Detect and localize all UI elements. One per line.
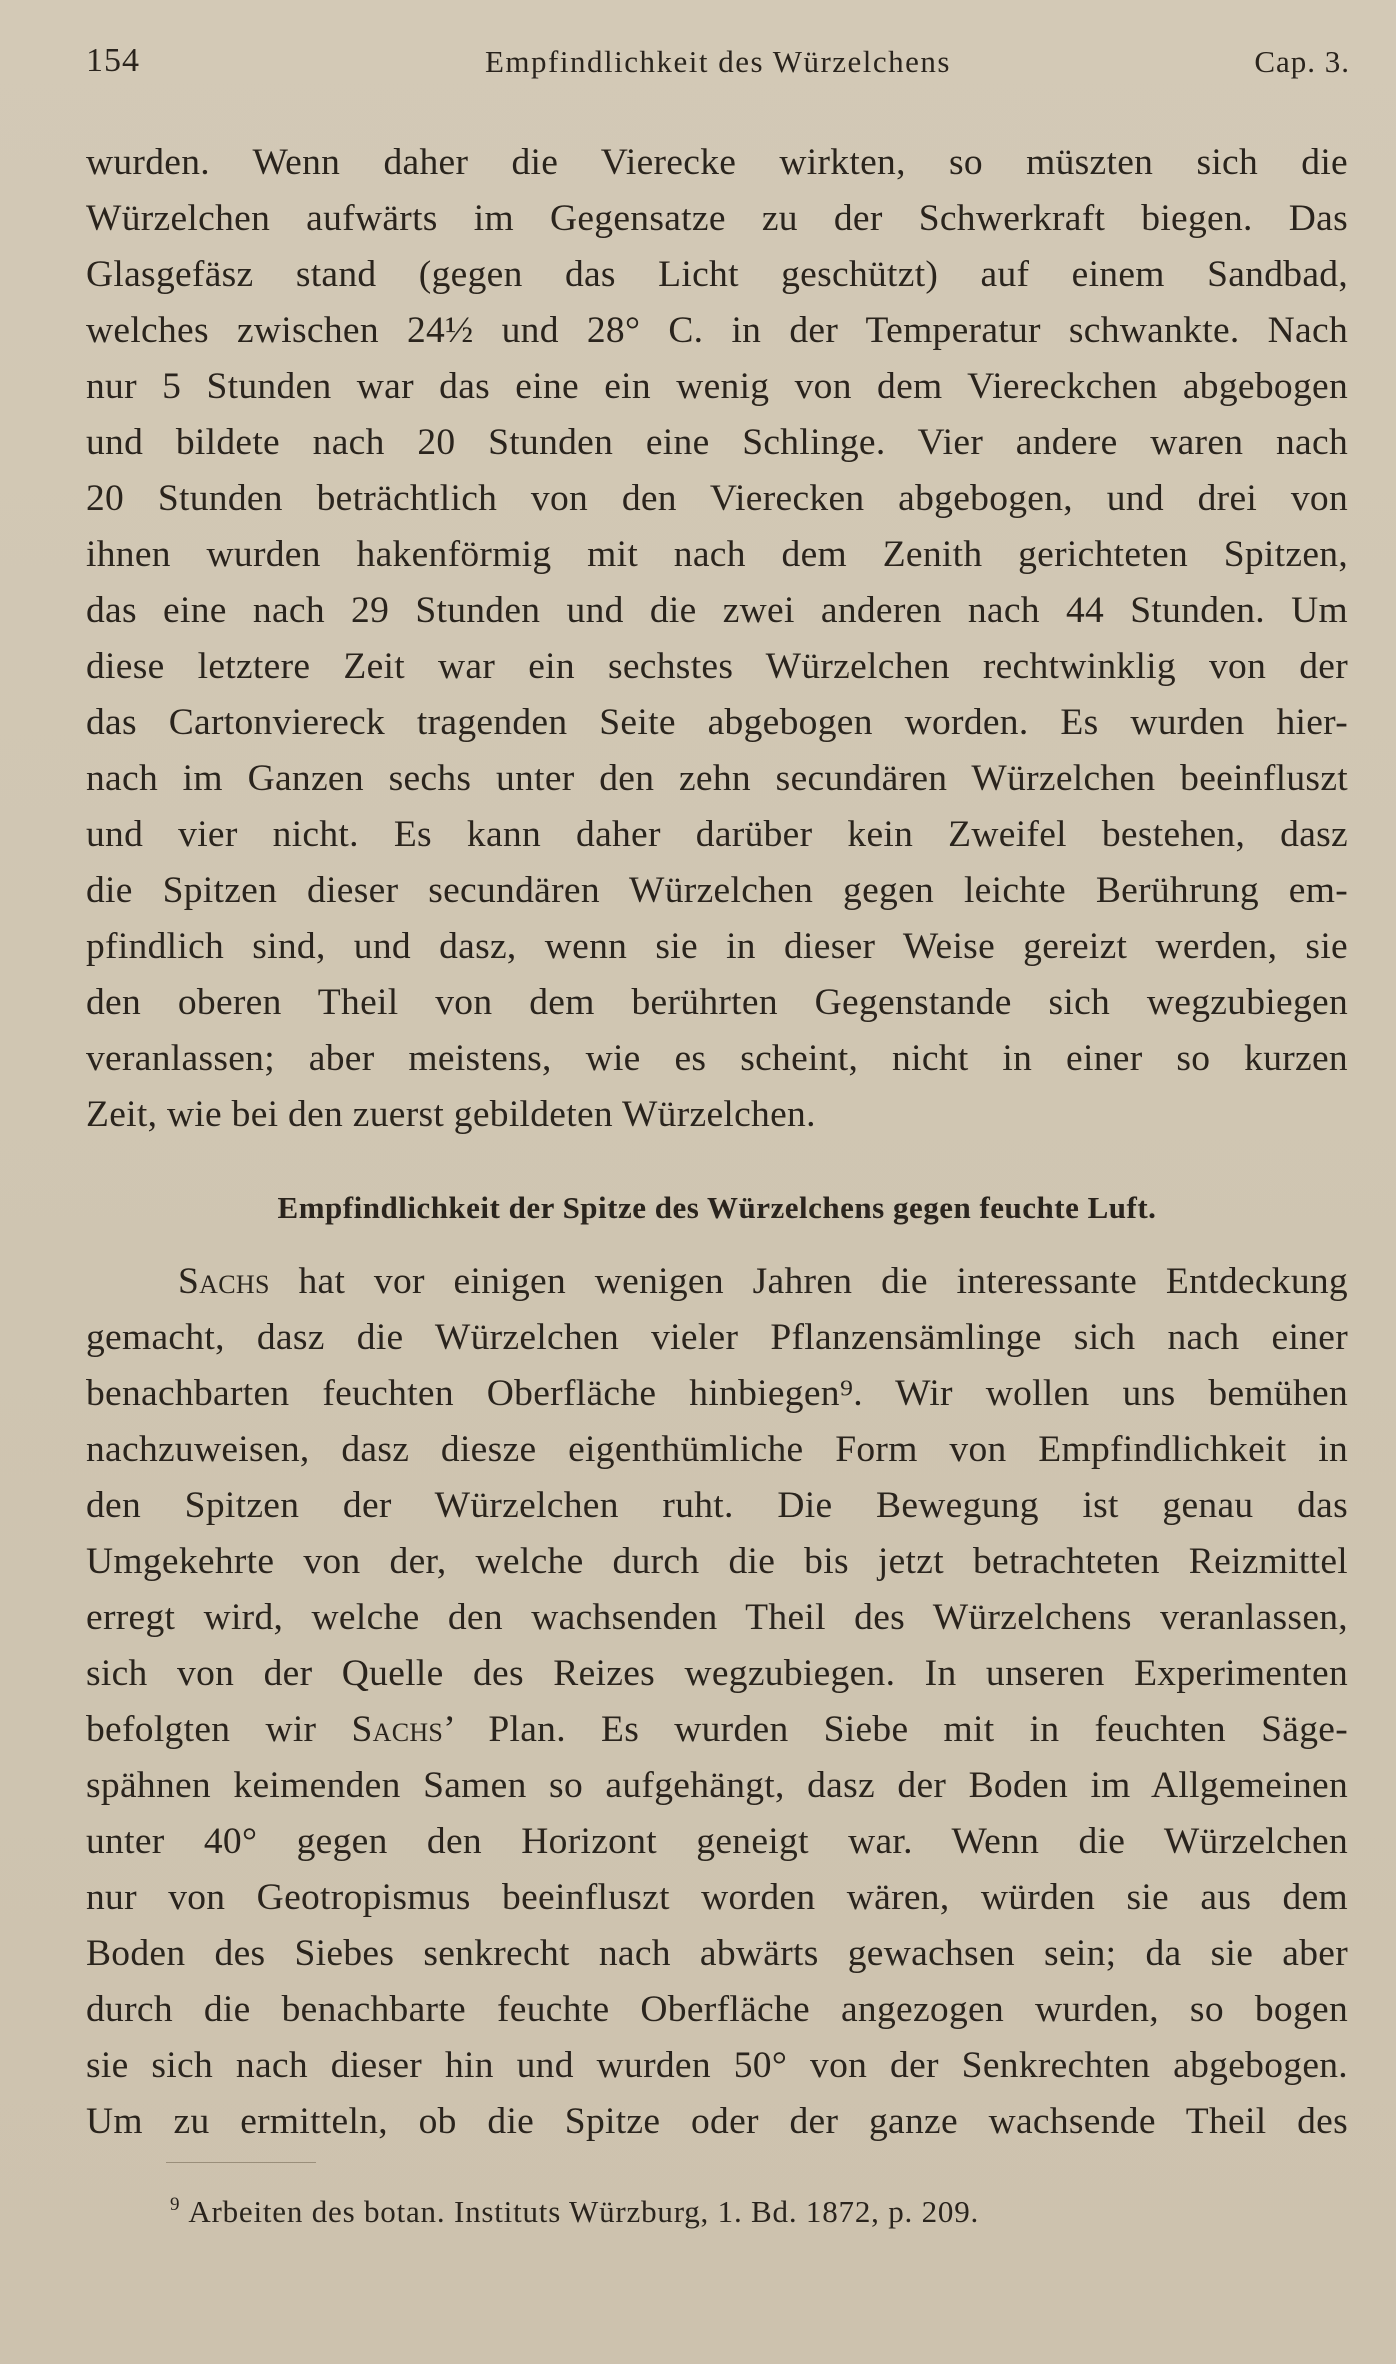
text-line: spähnen keimenden Samen so aufgehängt, dasz der Boden im Allgemeinen	[86, 1765, 1348, 1806]
text-line: diese letztere Zeit war ein sechstes Würzelchen rechtwinklig von der	[86, 646, 1348, 687]
text-line: den Spitzen der Würzelchen ruht. Die Bewegung ist genau das	[86, 1485, 1348, 1526]
text-fragment: ’ Plan. Es wurden Siebe mit in feuchten Säge-	[443, 1709, 1348, 1750]
footnote	[170, 2194, 979, 2230]
running-title: Empfindlichkeit des Würzelchens	[484, 44, 951, 79]
text-fragment: hat vor einigen wenigen Jahren die interessante Entdeckung	[269, 1261, 1348, 1302]
text-line: Um zu ermitteln, ob die Spitze oder der ganze wachsende Theil des	[86, 2101, 1348, 2142]
author-name: Sachs	[178, 1261, 270, 1302]
footnote-marker: 9	[170, 2194, 181, 2215]
chapter-label: Cap. 3.	[1254, 44, 1350, 79]
text-line: nach im Ganzen sechs unter den zehn secundären Würzelchen beeinfluszt	[86, 758, 1348, 799]
text-line: den oberen Theil von dem berührten Gegenstande sich wegzubiegen	[86, 982, 1348, 1023]
text-line: die Spitzen dieser secundären Würzelchen gegen leichte Berührung em-	[86, 870, 1348, 911]
text-line: Glasgefäsz stand (gegen das Licht geschützt) auf einem Sandbad,	[86, 254, 1348, 295]
author-name: Sachs	[351, 1709, 444, 1750]
text-line	[86, 1702, 1348, 1758]
footnote-text: Arbeiten des botan. Instituts Würzburg, 1. Bd. 1872, p. 209.	[188, 2194, 980, 2229]
text-line: veranlassen; aber meistens, wie es scheint, nicht in einer so kurzen	[86, 1038, 1348, 1079]
text-line: nur von Geotropismus beeinfluszt worden wären, würden sie aus dem	[86, 1877, 1348, 1918]
paragraph-1	[86, 135, 1348, 1143]
text-line: unter 40° gegen den Horizont geneigt war. Wenn die Würzelchen	[86, 1821, 1348, 1862]
text-line: das Cartonviereck tragenden Seite abgebogen worden. Es wurden hier-	[86, 702, 1348, 743]
text-line: nachzuweisen, dasz diesze eigenthümliche Form von Empfindlichkeit in	[86, 1429, 1348, 1470]
text-line: sie sich nach dieser hin und wurden 50° von der Senkrechten abgebogen.	[86, 2045, 1348, 2086]
paragraph-2	[86, 1254, 1348, 2150]
text-line: Zeit, wie bei den zuerst gebildeten Würzelchen.	[86, 1094, 816, 1135]
page-header	[86, 42, 1350, 92]
page-number: 154	[86, 42, 140, 79]
text-line: 20 Stunden beträchtlich von den Vierecken abgebogen, und drei von	[86, 478, 1348, 519]
text-line: Umgekehrte von der, welche durch die bis jetzt betrachteten Reizmittel	[86, 1541, 1348, 1582]
text-line: gemacht, dasz die Würzelchen vieler Pflanzensämlinge sich nach einer	[86, 1317, 1348, 1358]
text-line: Würzelchen aufwärts im Gegensatze zu der Schwerkraft biegen. Das	[86, 198, 1348, 239]
text-line: und vier nicht. Es kann daher darüber kein Zweifel bestehen, dasz	[86, 814, 1348, 855]
text-line: sich von der Quelle des Reizes wegzubiegen. In unseren Experimenten	[86, 1653, 1348, 1694]
text-line: welches zwischen 24½ und 28° C. in der Temperatur schwankte. Nach	[86, 310, 1348, 351]
text-line: benachbarten feuchten Oberfläche hinbiegen⁹. Wir wollen uns bemühen	[86, 1373, 1348, 1414]
section-heading: Empfindlichkeit der Spitze des Würzelchens gegen feuchte Luft.	[277, 1190, 1157, 1225]
text-fragment: befolgten wir	[86, 1709, 352, 1750]
text-line: das eine nach 29 Stunden und die zwei anderen nach 44 Stunden. Um	[86, 590, 1348, 631]
footnote-divider	[166, 2162, 316, 2163]
text-line: nur 5 Stunden war das eine ein wenig von dem Viereckchen abgebogen	[86, 366, 1348, 407]
text-line: pfindlich sind, und dasz, wenn sie in dieser Weise gereizt werden, sie	[86, 926, 1348, 967]
text-line	[86, 1254, 1348, 1310]
text-line: ihnen wurden hakenförmig mit nach dem Zenith gerichteten Spitzen,	[86, 534, 1348, 575]
text-line: und bildete nach 20 Stunden eine Schlinge. Vier andere waren nach	[86, 422, 1348, 463]
text-line: wurden. Wenn daher die Vierecke wirkten, so müszten sich die	[86, 142, 1348, 183]
text-line: Boden des Siebes senkrecht nach abwärts gewachsen sein; da sie aber	[86, 1933, 1348, 1974]
text-line: durch die benachbarte feuchte Oberfläche angezogen wurden, so bogen	[86, 1989, 1348, 2030]
text-line: erregt wird, welche den wachsenden Theil des Würzelchens veranlassen,	[86, 1597, 1348, 1638]
